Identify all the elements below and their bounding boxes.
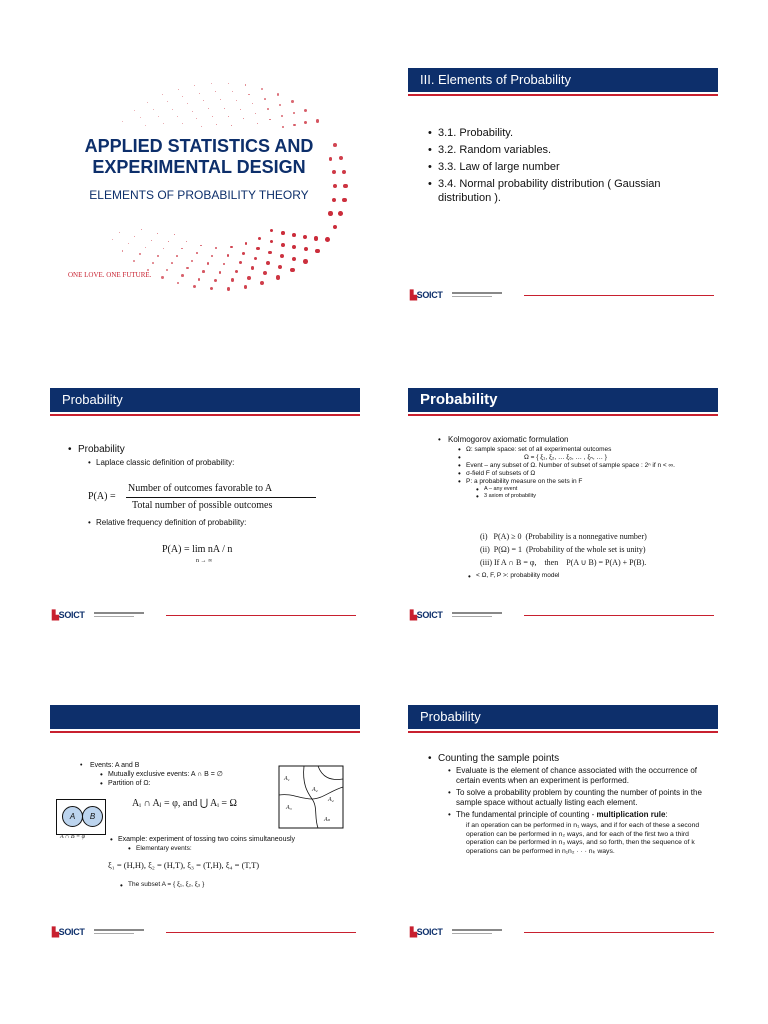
decorative-dot: [227, 287, 231, 291]
sub-item: • Event – any subset of Ω. Number of subset of sample space : 2ⁿ if n < ∞.: [458, 462, 708, 470]
decorative-dot: [328, 211, 332, 215]
decorative-dot: [251, 266, 255, 270]
decorative-dot: [211, 83, 212, 84]
decorative-dot: [282, 126, 284, 128]
decorative-dot: [134, 236, 135, 237]
decorative-dot: [252, 103, 253, 104]
partition-formula: Aᵢ ∩ Aⱼ = φ, and ⋃ Aᵢ = Ω: [132, 798, 237, 809]
presentation-title: APPLIED STATISTICS AND EXPERIMENTAL DESIGN: [84, 136, 314, 177]
decorative-dot: [141, 229, 142, 230]
partition-diagram: [278, 765, 344, 829]
sub-sub-item: • Elementary events:: [128, 844, 360, 853]
slide-title: [50, 68, 360, 308]
decorative-dot: [122, 121, 123, 122]
soict-logo: ▙SOICT: [52, 610, 85, 620]
sub-item: • σ-field F of subsets of Ω: [458, 470, 708, 478]
decorative-dot: [192, 111, 193, 112]
decorative-dot: [139, 253, 140, 254]
decorative-dot: [171, 262, 173, 264]
decorative-dot: [231, 278, 234, 281]
decorative-dot: [255, 113, 256, 114]
slide-header: [50, 705, 360, 729]
decorative-dot: [268, 251, 272, 255]
slide-footer: [50, 610, 360, 624]
axiom-2: (ii) P(Ω) = 1 (Probability of the whole set is unity): [480, 545, 646, 554]
decorative-dot: [163, 248, 164, 249]
list-item: • 3.1. Probability.: [428, 126, 708, 140]
list-item: [428, 753, 712, 856]
soict-logo: ▙SOICT: [52, 927, 85, 937]
elementary-events-formula: ξ₁ = (H,H), ξ₂ = (H,T), ξ₃ = (T,H), ξ₄ = (T,T): [108, 860, 260, 870]
decorative-dot: [292, 257, 296, 261]
decorative-dot: [247, 276, 251, 280]
decorative-dot: [281, 115, 283, 117]
decorative-dot: [343, 184, 348, 189]
decorative-dot: [227, 254, 230, 257]
decorative-dot: [158, 116, 159, 117]
decorative-dot: [176, 255, 178, 257]
decorative-dot: [196, 118, 197, 119]
decorative-dot: [157, 233, 158, 234]
slide-header: Probability: [408, 705, 718, 729]
decorative-dot: [181, 248, 182, 249]
decorative-dot: [316, 119, 319, 122]
decorative-dot: [112, 239, 113, 240]
decorative-dot: [134, 110, 135, 111]
decorative-dot: [214, 279, 217, 282]
decorative-dot: [166, 269, 168, 271]
item-text: P: a probability measure on the sets in F: [466, 478, 583, 485]
decorative-dot: [151, 240, 152, 241]
soict-logo: ▙SOICT: [410, 610, 443, 620]
decorative-dot: [292, 233, 296, 237]
decorative-dot: [157, 255, 158, 256]
rule-text: if an operation can be performed in n₁ ways, and if for each of these a second operation can be performed in n₂ ways, and for each of the first two a third operation can be performed in n₃ ways, and so forth, then the sequence of k operations can be performed in n₁n₂ · · · nₖ ways.: [466, 822, 700, 855]
axiom-1: (i) P(A) ≥ 0 (Probability is a nonnegative number): [480, 532, 647, 541]
partition-label-a2: A₂: [312, 787, 318, 793]
list-item: [80, 761, 300, 788]
decorative-dot: [278, 265, 282, 269]
decorative-dot: [228, 116, 229, 117]
decorative-dot: [293, 112, 296, 115]
decorative-dot: [163, 123, 164, 124]
decorative-dot: [182, 123, 183, 124]
decorative-dot: [174, 234, 175, 235]
decorative-dot: [239, 261, 242, 264]
decorative-dot: [215, 247, 217, 249]
list-item: • 3.2. Random variables.: [428, 143, 708, 157]
slide-footer: [408, 610, 718, 624]
topic-list: [428, 126, 708, 205]
decorative-dot: [172, 109, 173, 110]
sub-item: • Mutually exclusive events: A ∩ B = ∅: [100, 770, 300, 779]
decorative-dot: [145, 125, 146, 126]
decorative-dot: [242, 252, 245, 255]
item-text: Example: experiment of tossing two coins simultaneously: [118, 836, 296, 843]
decorative-dot: [207, 262, 209, 264]
list-item: [68, 444, 353, 467]
decorative-dot: [276, 275, 280, 279]
slide-elements-of-probability: [408, 68, 718, 308]
formula-lhs: P(A) =: [88, 491, 116, 502]
list-item: [438, 435, 708, 500]
decorative-dot: [258, 237, 261, 240]
decorative-dot: [277, 93, 279, 95]
decorative-dot: [219, 271, 222, 274]
decorative-dot: [194, 85, 195, 86]
partition-label-a4: A₄: [328, 797, 334, 803]
decorative-dot: [269, 119, 271, 121]
decorative-dot: [186, 241, 187, 242]
decorative-dot: [128, 243, 129, 244]
decorative-dot: [215, 91, 216, 92]
decorative-dot: [203, 100, 204, 101]
decorative-dot: [263, 271, 267, 275]
decorative-dot: [314, 236, 318, 240]
soict-logo: ▙SOICT: [410, 290, 443, 300]
decorative-dot: [223, 263, 226, 266]
slide-counting: [408, 705, 718, 945]
sub-item: • Relative frequency definition of probability:: [88, 518, 246, 527]
decorative-dot: [257, 123, 258, 124]
decorative-dot: [228, 83, 229, 84]
decorative-dot: [339, 156, 343, 160]
decorative-dot: [338, 211, 343, 216]
decorative-dot: [293, 124, 295, 126]
rule-prefix: The fundamental principle of counting -: [456, 810, 597, 819]
decorative-dot: [186, 267, 188, 269]
decorative-dot: [304, 121, 307, 124]
decorative-dot: [187, 103, 188, 104]
decorative-dot: [248, 94, 250, 96]
decorative-dot: [199, 93, 200, 94]
decorative-dot: [244, 285, 248, 289]
decorative-dot: [333, 225, 338, 230]
slide-footer: [408, 290, 718, 304]
decorative-dot: [280, 254, 284, 258]
decorative-dot: [208, 108, 209, 109]
decorative-dot: [133, 260, 135, 262]
decorative-dot: [152, 262, 154, 264]
decorative-dot: [243, 118, 244, 119]
decorative-dot: [260, 281, 264, 285]
axiom-3: (iii) If A ∩ B = φ, then P(A ∪ B) = P(A) + P(B).: [480, 558, 647, 567]
venn-set-a: A: [62, 806, 83, 827]
decorative-dot: [153, 109, 154, 110]
sub-item: • To solve a probability problem by counting the number of points in the sample space without actually listing each element.: [448, 788, 712, 808]
decorative-dot: [177, 282, 180, 285]
slide-header: III. Elements of Probability: [408, 68, 718, 92]
slide-header: Probability: [50, 388, 360, 412]
decorative-dot: [182, 96, 183, 97]
decorative-dot: [270, 229, 273, 232]
decorative-dot: [315, 249, 320, 254]
venn-caption: A ∩ B = φ: [60, 834, 85, 840]
sub-item: • Laplace classic definition of probability:: [88, 458, 353, 467]
decorative-dot: [140, 117, 141, 118]
decorative-dot: [267, 108, 269, 110]
decorative-dot: [210, 287, 213, 290]
venn-diagram: [56, 799, 106, 835]
decorative-dot: [161, 276, 163, 278]
slide-footer: [50, 927, 360, 941]
decorative-dot: [270, 240, 273, 243]
decorative-dot: [177, 116, 178, 117]
frequency-formula: P(A) = lim nA / n: [162, 544, 233, 555]
decorative-dot: [201, 126, 202, 127]
decorative-dot: [232, 91, 233, 92]
decorative-dot: [254, 257, 257, 260]
item-text: Events: A and B: [90, 762, 140, 769]
decorative-dot: [342, 170, 346, 174]
decorative-dot: [256, 247, 259, 250]
decorative-dot: [292, 245, 296, 249]
decorative-dot: [147, 102, 148, 103]
decorative-dot: [202, 270, 205, 273]
decorative-dot: [212, 116, 213, 117]
slide-footer: [408, 927, 718, 941]
omega-set: • Ω = { ξ₁, ξ₂, … ξ₆, … , ξₙ, … }: [458, 454, 708, 462]
sub-sub-item: • A – any event: [476, 486, 708, 493]
decorative-dot: [235, 270, 238, 273]
decorative-dot: [264, 98, 266, 100]
venn-set-b: B: [82, 806, 103, 827]
motto: ONE LOVE. ONE FUTURE.: [68, 271, 152, 279]
soict-logo: ▙SOICT: [410, 927, 443, 937]
decorative-dot: [304, 109, 307, 112]
decorative-dot: [291, 100, 294, 103]
slide-probability-definitions: [50, 388, 360, 628]
list-item: • 3.3. Law of large number: [428, 160, 708, 174]
partition-label-a1: A₁: [284, 776, 290, 782]
sub-item: [110, 835, 360, 853]
decorative-dot: [266, 261, 270, 265]
decorative-dot: [342, 198, 347, 203]
decorative-dot: [245, 84, 247, 86]
decorative-dot: [261, 88, 263, 90]
sub-sub-item: • 3 axiom of probability: [476, 493, 708, 500]
decorative-dot: [224, 108, 225, 109]
decorative-dot: [122, 250, 123, 251]
rule-bold: multiplication rule: [596, 810, 666, 819]
decorative-dot: [245, 242, 248, 245]
decorative-dot: [303, 235, 307, 239]
sub-item: [458, 478, 708, 500]
item-text: Kolmogorov axiomatic formulation: [448, 435, 569, 444]
partition-label-a3: A₃: [286, 805, 292, 811]
decorative-dot: [178, 89, 179, 90]
presentation-subtitle: ELEMENTS OF PROBABILITY THEORY: [89, 188, 309, 202]
decorative-dot: [303, 259, 308, 264]
sub-item: [448, 810, 712, 856]
formula-denominator: Total number of possible outcomes: [132, 500, 273, 511]
decorative-dot: [145, 247, 146, 248]
decorative-dot: [200, 245, 201, 246]
decorative-dot: [162, 94, 163, 95]
sub-item: • Partition of Ω:: [100, 779, 300, 788]
decorative-dot: [236, 100, 237, 101]
decorative-dot: [281, 231, 285, 235]
slide-header: Probability: [408, 388, 718, 412]
decorative-dot: [240, 109, 241, 110]
decorative-dot: [168, 241, 169, 242]
decorative-dot: [119, 232, 120, 233]
decorative-dot: [230, 246, 232, 248]
decorative-dot: [196, 252, 198, 254]
slide-kolmogorov: [408, 388, 718, 628]
list-item: • 3.4. Normal probability distribution ( Gaussian distribution ).: [428, 177, 708, 205]
item-text: Probability: [78, 444, 125, 455]
decorative-dot: [304, 247, 308, 251]
sub-item: • The subset A = { ξ₁, ξ₂, ξ₃ }: [120, 881, 204, 888]
decorative-dot: [167, 101, 168, 102]
limit-subscript: n → ∞: [196, 558, 213, 564]
decorative-dot: [191, 260, 193, 262]
sub-item: • Evaluate is the element of chance associated with the occurrence of certain events when an experiment is performed.: [448, 766, 712, 786]
item-text: Counting the sample points: [438, 753, 560, 764]
sub-item: • < Ω, F, P >: probability model: [468, 572, 560, 579]
slide-events: [50, 705, 360, 945]
decorative-dot: [198, 278, 201, 281]
decorative-dot: [279, 104, 281, 106]
decorative-dot: [193, 285, 196, 288]
decorative-dot: [216, 124, 217, 125]
decorative-dot: [220, 99, 221, 100]
decorative-dot: [290, 268, 295, 273]
decorative-dot: [231, 125, 232, 126]
decorative-dot: [325, 237, 330, 242]
decorative-dot: [281, 243, 285, 247]
decorative-dot: [211, 255, 213, 257]
decorative-dot: [181, 274, 184, 277]
sub-item: • Ω: sample space: set of all experimental outcomes: [458, 446, 708, 454]
formula-numerator: Number of outcomes favorable to A: [128, 483, 273, 494]
rule-suffix: :: [665, 810, 668, 819]
partition-label-an: Aₙ: [324, 817, 331, 823]
